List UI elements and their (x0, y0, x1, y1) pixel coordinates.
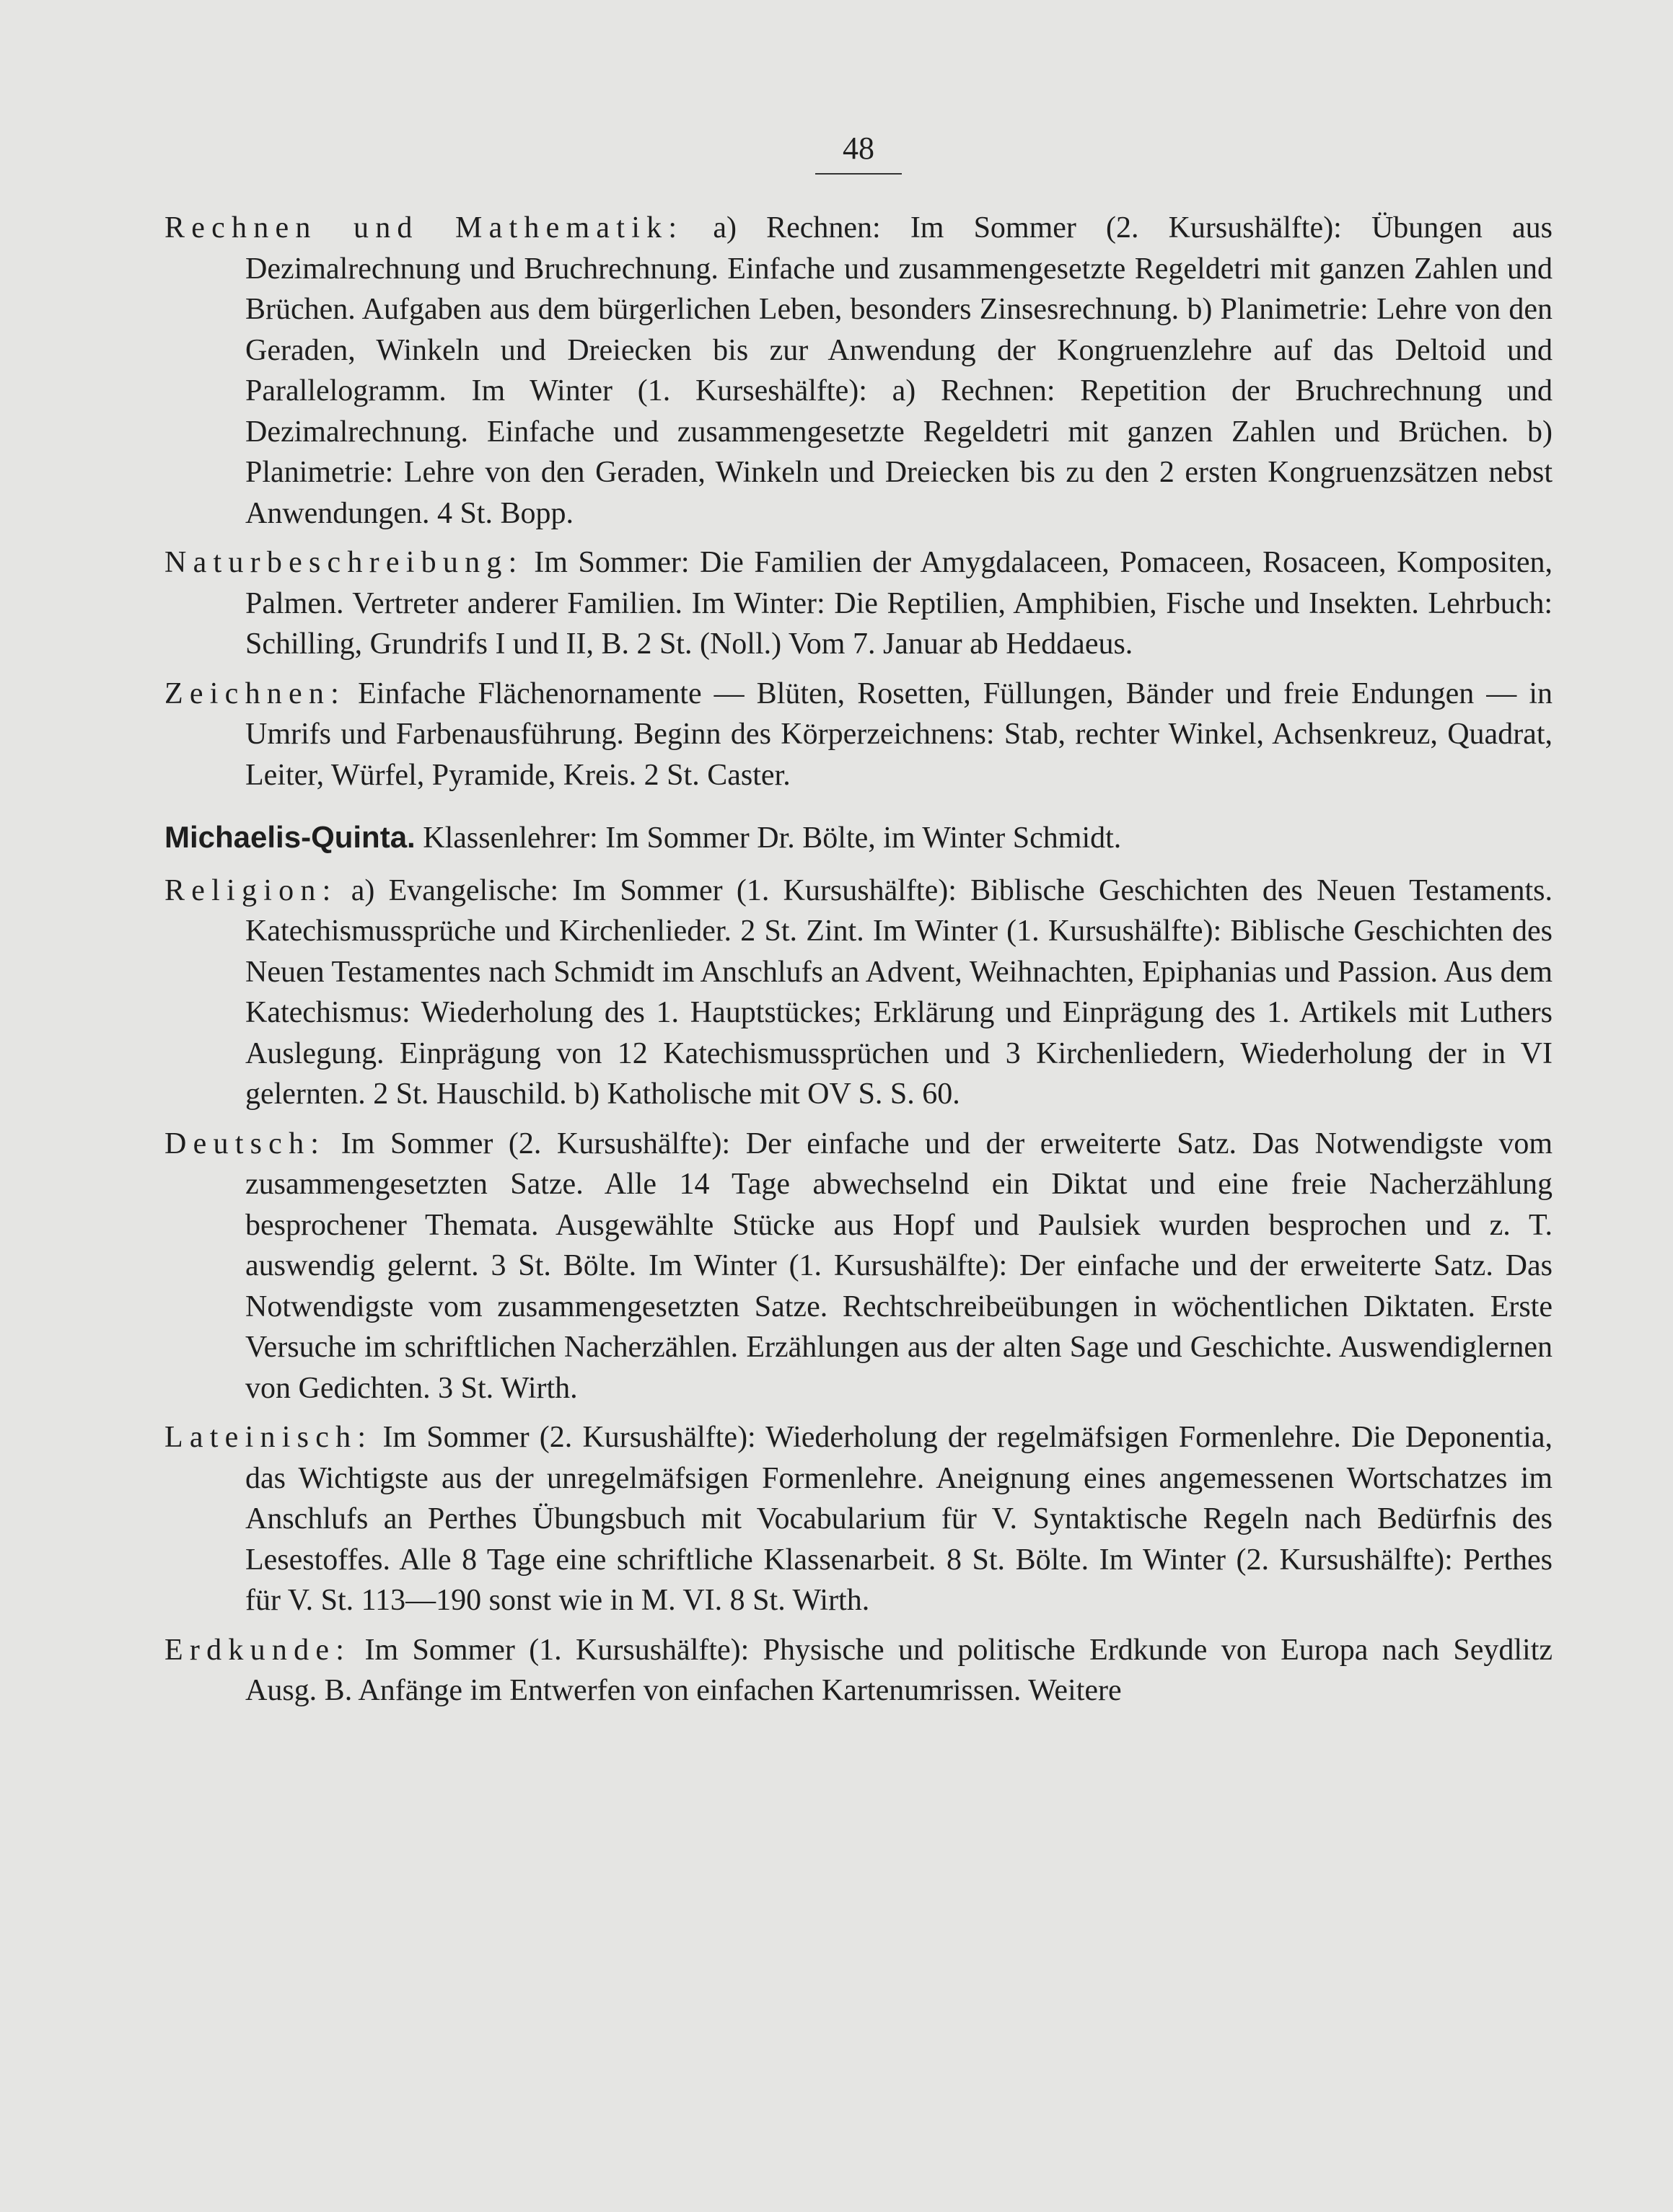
class-heading (164, 817, 1553, 859)
section-heading: Erdkunde: (164, 1633, 351, 1667)
section-heading: Rechnen und Mathematik: (164, 211, 684, 244)
section-naturbeschreibung (164, 542, 1553, 665)
page-body (164, 208, 1553, 1720)
page-number: 48 (815, 127, 902, 175)
section-text: Einfache Flächenornamente — Blüten, Rosetten, Füllungen, Bänder und freie Endungen — in Umrifs und Farbenausführung. Beginn des Körperzeichnens: Stab, rechter Winkel, Achsenkreuz, Quadrat, Leiter, Würfel, Pyramide, Kreis. 2 St. Caster. (245, 677, 1553, 792)
section-text: Im Sommer (1. Kursushälfte): Physische und politische Erdkunde von Europa nach Seydlitz Ausg. B. Anfänge im Entwerfen von einfachen Kartenumrissen. Weitere (245, 1633, 1553, 1707)
section-deutsch (164, 1124, 1553, 1409)
section-religion (164, 871, 1553, 1115)
class-teacher-text: Klassenlehrer: Im Sommer Dr. Bölte, im Winter Schmidt. (423, 821, 1122, 855)
section-heading: Religion: (164, 873, 338, 907)
section-zeichnen (164, 674, 1553, 796)
section-erdkunde (164, 1630, 1553, 1711)
section-text: a) Rechnen: Im Sommer (2. Kursushälfte): Übungen aus Dezimalrechnung und Bruchrechnung. Einfache und zusammengesetzte Regeldetri mit ganzen Zahlen und Brüchen. Aufgaben aus dem bürgerlichen Leben, besonders Zinsesrechnung. b) Planimetrie: Lehre von den Geraden, Winkeln und Dreiecken bis zur Anwendung der Kongruenzlehre auf das Deltoid und Parallelogramm. Im Winter (1. Kurseshälfte): a) Rechnen: Repetition der Bruchrechnung und Dezimalrechnung. Einfache und zusammengesetzte Regeldetri mit ganzen Zahlen und Brüchen. b) Planimetrie: Lehre von den Geraden, Winkeln und Dreiecken bis zu den 2 ersten Kongruenzsätzen nebst Anwendungen. 4 St. Bopp. (245, 211, 1553, 530)
class-name: Michaelis-Quinta. (164, 820, 416, 854)
section-text: a) Evangelische: Im Sommer (1. Kursushälfte): Biblische Geschichten des Neuen Testaments. Katechismussprüche und Kirchenlieder. 2 St. Zint. Im Winter (1. Kursushälfte): Biblische Geschichten des Neuen Testamentes nach Schmidt im Anschlufs an Advent, Weihnachten, Epiphanias und Passion. Aus dem Katechismus: Wiederholung des 1. Hauptstückes; Erklärung und Einprägung des 1. Artikels mit Luthers Auslegung. Einprägung von 12 Katechismussprüchen und 3 Kirchenliedern, Wiederholung der in VI gelernten. 2 St. Hauschild. b) Katholische mit OV S. S. 60. (245, 873, 1553, 1111)
section-heading: Deutsch: (164, 1127, 326, 1160)
section-text: Im Sommer: Die Familien der Amygdalaceen, Pomaceen, Rosaceen, Kompositen, Palmen. Vertreter anderer Familien. Im Winter: Die Reptilien, Amphibien, Fische und Insekten. Lehrbuch: Schilling, Grundrifs I und II, B. 2 St. (Noll.) Vom 7. Januar ab Heddaeus. (245, 546, 1553, 661)
section-heading: Zeichnen: (164, 677, 346, 710)
section-text: Im Sommer (2. Kursushälfte): Der einfache und der erweiterte Satz. Das Notwendigste vom zusammengesetzten Satze. Alle 14 Tage abwechselnd ein Diktat und eine freie Nacherzählung besprochener Themata. Ausgewählte Stücke aus Hopf und Paulsiek wurden besprochen und z. T. auswendig gelernt. 3 St. Bölte. Im Winter (1. Kursushälfte): Der einfache und der erweiterte Satz. Das Notwendigste vom zusammengesetzten Satze. Rechtschreibeübungen in wöchentlichen Diktaten. Erste Versuche im schriftlichen Nacherzählen. Erzählungen aus der alten Sage und Geschichte. Auswendiglernen von Gedichten. 3 St. Wirth. (245, 1127, 1553, 1405)
section-lateinisch (164, 1417, 1553, 1621)
section-heading: Naturbeschreibung: (164, 546, 524, 579)
section-text: Im Sommer (2. Kursushälfte): Wiederholung der regelmäfsigen Formenlehre. Die Deponentia, das Wichtigste aus der unregelmäfsigen Formenlehre. Aneignung eines angemessenen Wortschatzes im Anschlufs an Perthes Übungsbuch mit Vocabularium für V. Syntaktische Regeln nach Bedürfnis des Lesestoffes. Alle 8 Tage eine schriftliche Klassenarbeit. 8 St. Bölte. Im Winter (2. Kursushälfte): Perthes für V. St. 113—190 sonst wie in M. VI. 8 St. Wirth. (245, 1421, 1553, 1617)
section-rechnen (164, 208, 1553, 534)
section-heading: Lateinisch: (164, 1421, 373, 1454)
